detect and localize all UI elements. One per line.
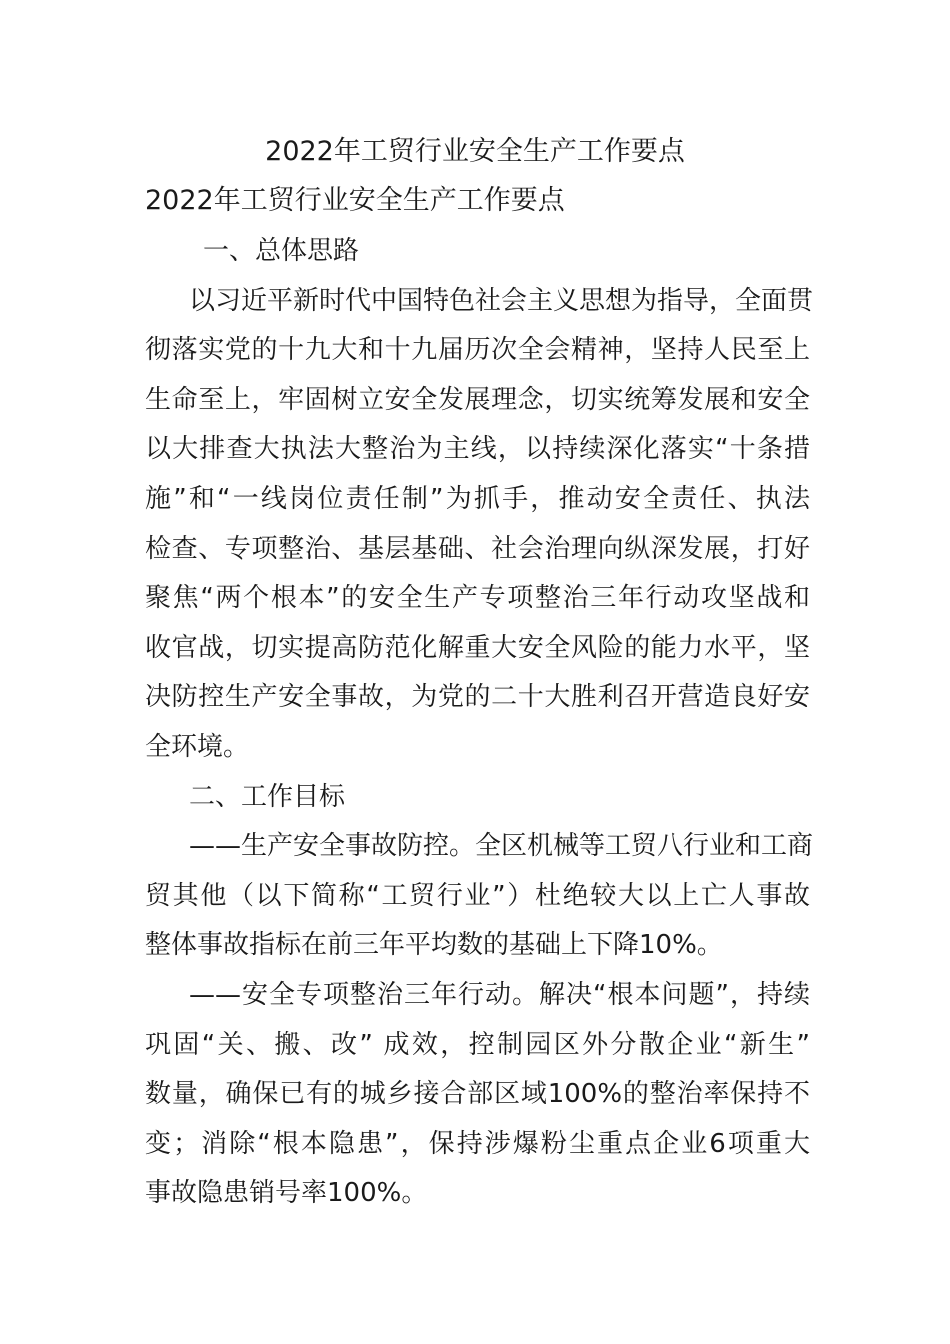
paragraph-line: 彻落实党的十九大和十九届历次全会精神，坚持人民至上 xyxy=(145,335,810,366)
paragraph-line: ——安全专项整治三年行动。解决“根本问题”，持续 xyxy=(189,979,810,1010)
document-subtitle: 2022年工贸行业安全生产工作要点 xyxy=(145,185,565,216)
paragraph-line: 巩固“关、搬、改” 成效，控制园区外分散企业“新生” xyxy=(145,1029,810,1060)
section-heading-goals: 二、工作目标 xyxy=(189,781,346,812)
section-heading-overview: 一、总体思路 xyxy=(203,236,360,266)
paragraph-line: 聚焦“两个根本”的安全生产专项整治三年行动攻坚战和 xyxy=(145,583,810,614)
paragraph-line: 事故隐患销号率100%。 xyxy=(145,1178,428,1209)
document-title: 2022年工贸行业安全生产工作要点 xyxy=(265,136,685,167)
paragraph-line: ——生产安全事故防控。全区机械等工贸八行业和工商 xyxy=(189,831,814,862)
paragraph-line: 贸其他（以下简称“工贸行业”）杜绝较大以上亡人事故 xyxy=(145,880,810,911)
paragraph-line: 生命至上，牢固树立安全发展理念，切实统筹发展和安全 xyxy=(145,384,810,415)
paragraph-line: 全环境。 xyxy=(145,731,250,762)
paragraph-line: 数量，确保已有的城乡接合部区域100%的整治率保持不 xyxy=(145,1079,810,1110)
paragraph-line: 整体事故指标在前三年平均数的基础上下降10%。 xyxy=(145,930,723,961)
paragraph-line: 施”和“一线岗位责任制”为抓手，推动安全责任、执法 xyxy=(145,483,810,514)
paragraph-line: 变；消除“根本隐患”，保持涉爆粉尘重点企业6项重大 xyxy=(145,1128,810,1159)
document-body xyxy=(145,227,814,1219)
paragraph-line: 以习近平新时代中国特色社会主义思想为指导，全面贯 xyxy=(189,285,814,316)
paragraph-line: 收官战，切实提高防范化解重大安全风险的能力水平，坚 xyxy=(145,632,810,663)
paragraph-line: 检查、专项整治、基层基础、社会治理向纵深发展，打好 xyxy=(145,533,810,564)
paragraph-line: 决防控生产安全事故，为党的二十大胜利召开营造良好安 xyxy=(145,682,810,713)
paragraph-line: 以大排查大执法大整治为主线，以持续深化落实“十条措 xyxy=(145,434,810,465)
